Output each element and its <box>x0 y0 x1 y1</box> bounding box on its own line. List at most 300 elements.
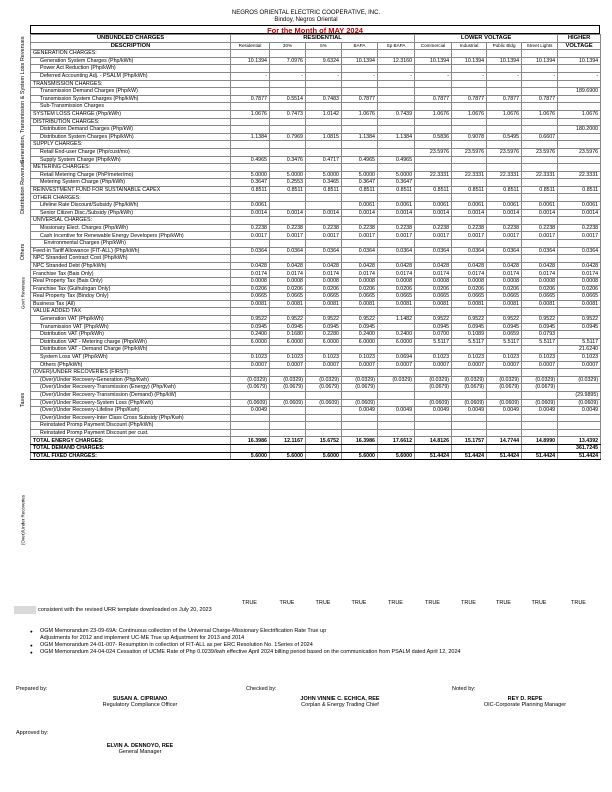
rate-cell <box>452 422 487 430</box>
rate-cell <box>231 422 270 430</box>
rate-cell: 6.0000 <box>270 338 306 346</box>
rate-cell: (0.0609) <box>558 399 601 407</box>
rate-cell <box>378 80 415 88</box>
rate-cell <box>270 240 306 248</box>
true-flag: TRUE <box>242 600 257 606</box>
rate-cell: 0.9522 <box>415 315 452 323</box>
true-flag: TRUE <box>315 600 331 606</box>
rate-cell: 0.0017 <box>522 232 558 240</box>
rate-cell <box>487 255 522 263</box>
rate-cell: 1.0676 <box>522 110 558 118</box>
rate-cell: 0.0007 <box>415 361 452 369</box>
rate-cell: 0.4965 <box>231 156 270 164</box>
rate-cell <box>270 429 306 437</box>
rate-cell: 0.0364 <box>378 247 415 255</box>
rate-cell: 0.2238 <box>342 224 378 232</box>
total-cell: 5.6000 <box>231 452 270 460</box>
rate-cell <box>306 118 342 126</box>
rate-cell: (0.0329) <box>487 376 522 384</box>
total-cell: 14.8990 <box>522 437 558 445</box>
rate-cell <box>452 65 487 73</box>
rate-cell <box>415 103 452 111</box>
rate-cell: 0.0945 <box>487 323 522 331</box>
rate-cell: 0.0364 <box>522 247 558 255</box>
rate-cell <box>378 429 415 437</box>
rate-cell: 0.0049 <box>558 407 601 415</box>
rate-cell <box>558 384 601 392</box>
rate-row <box>31 346 601 354</box>
rate-cell: 0.0014 <box>452 209 487 217</box>
rate-cell: 0.0793 <box>522 331 558 339</box>
lower-voltage-heading: LOWER VOLTAGE <box>415 35 558 43</box>
rate-cell <box>487 88 522 96</box>
rate-row <box>31 429 601 437</box>
rate-cell: 5.0000 <box>342 171 378 179</box>
rate-cell: 0.0049 <box>487 407 522 415</box>
row-description: Deferred Accounting Adj. - PSALM (Php/kWh) <box>31 72 231 80</box>
rate-cell <box>231 308 270 316</box>
rate-cell: 0.9522 <box>231 315 270 323</box>
rate-cell <box>522 80 558 88</box>
rate-cell: 0.2553 <box>270 179 306 187</box>
rate-cell <box>306 429 342 437</box>
rate-cell: 0.0081 <box>231 300 270 308</box>
rate-cell: 0.0206 <box>231 285 270 293</box>
rate-cell <box>415 255 452 263</box>
rate-cell: 0.1023 <box>558 353 601 361</box>
rate-cell: 0.2238 <box>378 224 415 232</box>
rate-cell: 0.0049 <box>415 407 452 415</box>
rate-row <box>31 338 601 346</box>
rate-row <box>31 361 601 369</box>
rate-cell: 0.2238 <box>558 224 601 232</box>
rate-cell <box>342 103 378 111</box>
rate-cell: 22.3331 <box>415 171 452 179</box>
rate-cell <box>378 95 415 103</box>
rate-cell <box>522 391 558 399</box>
row-description: UNIVERSAL CHARGES: <box>31 217 231 225</box>
rate-cell <box>487 179 522 187</box>
row-description: OTHER CHARGES: <box>31 194 231 202</box>
row-description: (Over)/Under Recovery-Transmission (Demand) (Php/kW) <box>31 391 231 399</box>
rate-row <box>31 217 601 225</box>
rate-row <box>31 88 601 96</box>
rate-cell: 0.0017 <box>378 232 415 240</box>
total-label: TOTAL FIXED CHARGES: <box>31 452 231 460</box>
rate-cell: 10.1394 <box>452 57 487 65</box>
rate-cell: 0.0945 <box>231 323 270 331</box>
rate-cell: 180.2000 <box>558 126 601 134</box>
rate-cell <box>270 80 306 88</box>
rate-cell: 0.0049 <box>231 407 270 415</box>
rate-cell <box>558 240 601 248</box>
rate-cell <box>558 194 601 202</box>
noted-by-label: Noted by: <box>452 686 476 692</box>
subhead-sp-bapa: Sp BAPA <box>378 42 415 50</box>
rate-cell <box>558 164 601 172</box>
note-item: ● OGM Memorandum 24-01-007- Resumption in collection of FIT-ALL as per ERC Resolution No. 1Series of 2024 <box>30 642 590 649</box>
rate-cell <box>231 126 270 134</box>
rate-cell <box>487 126 522 134</box>
rate-cell <box>415 369 452 377</box>
rate-cell <box>231 346 270 354</box>
rate-cell: 0.0206 <box>342 285 378 293</box>
rate-cell <box>342 126 378 134</box>
rate-cell: - <box>270 72 306 80</box>
rate-cell: 0.2238 <box>452 224 487 232</box>
rate-row <box>31 179 601 187</box>
rate-cell: 5.5117 <box>415 338 452 346</box>
rate-cell <box>415 240 452 248</box>
note-item: ● OGM Memorandum 23-09-69A: Continuous collection of the Universal Charge-Missionary Electrification Rate True up <box>30 628 590 635</box>
rate-cell <box>522 240 558 248</box>
side-label-others: Others <box>20 243 26 261</box>
rate-cell <box>452 126 487 134</box>
rate-cell <box>415 118 452 126</box>
rate-cell: 0.0061 <box>558 202 601 210</box>
rates-table <box>30 34 601 460</box>
noted-name: REY D. REPE <box>507 696 543 702</box>
rate-row <box>31 141 601 149</box>
rate-row <box>31 422 601 430</box>
true-flag: TRUE <box>351 600 367 606</box>
subhead-street-lights: Street Lights <box>522 42 558 50</box>
checked-name: JOHN VINNIE C. ECHICA, REE <box>300 696 380 702</box>
total-cell: 51.4424 <box>487 452 522 460</box>
rate-cell: 23.5976 <box>522 148 558 156</box>
rate-row <box>31 407 601 415</box>
rate-cell: 0.4965 <box>342 156 378 164</box>
rate-cell <box>452 391 487 399</box>
rate-cell: 0.0665 <box>452 293 487 301</box>
checked-title: Corplan & Energy Trading Chief <box>301 702 379 708</box>
rate-row <box>31 65 601 73</box>
rate-row <box>31 240 601 248</box>
rate-cell: 21.6240 <box>558 346 601 354</box>
rate-row <box>31 353 601 361</box>
rate-cell <box>231 50 270 58</box>
rate-cell: 0.7969 <box>270 133 306 141</box>
rate-cell <box>306 148 342 156</box>
rate-cell <box>452 118 487 126</box>
residential-heading: RESIDENTIAL <box>231 35 415 43</box>
rate-cell <box>306 65 342 73</box>
rate-row <box>31 323 601 331</box>
rate-cell <box>487 429 522 437</box>
rate-row <box>31 315 601 323</box>
rate-cell <box>415 156 452 164</box>
rate-cell: 0.8511 <box>270 186 306 194</box>
rate-cell: (0.0329) <box>522 376 558 384</box>
rate-cell: (0.0679) <box>452 384 487 392</box>
rate-cell: 0.0659 <box>487 331 522 339</box>
rate-cell <box>306 217 342 225</box>
rate-cell: 0.9522 <box>522 315 558 323</box>
rate-cell <box>231 65 270 73</box>
row-description: Senior Citizen Disc./Subsidy (Php/kWh) <box>31 209 231 217</box>
rate-cell: 0.0049 <box>522 407 558 415</box>
rate-cell <box>452 240 487 248</box>
rate-cell: 0.0008 <box>452 278 487 286</box>
rate-cell <box>306 255 342 263</box>
total-cell: 51.4424 <box>452 452 487 460</box>
subhead-public-bldg: Public Bldg <box>487 42 522 50</box>
rate-cell: 0.1023 <box>270 353 306 361</box>
row-description: Cash Incentive for Renewable Energy Developers (Php/kWh) <box>31 232 231 240</box>
approved-by-label: Approved by: <box>16 730 49 736</box>
rate-cell <box>522 414 558 422</box>
noted-signatory <box>450 696 600 708</box>
rate-cell: 1.0815 <box>306 133 342 141</box>
rate-cell: 0.0017 <box>270 232 306 240</box>
rate-cell <box>306 126 342 134</box>
rate-cell <box>487 240 522 248</box>
rate-cell: 1.0676 <box>415 110 452 118</box>
side-label-govt: Gov't Revenues <box>20 277 26 309</box>
rate-cell <box>558 118 601 126</box>
rate-cell <box>342 422 378 430</box>
rate-row <box>31 118 601 126</box>
total-cell: 14.8126 <box>415 437 452 445</box>
row-description: Reinstated Promp Payment Discount (Php/kWh) <box>31 422 231 430</box>
rate-cell: 0.9522 <box>487 315 522 323</box>
rate-row <box>31 285 601 293</box>
rate-cell: (0.0609) <box>306 399 342 407</box>
rate-cell: 0.0017 <box>452 232 487 240</box>
row-description: (OVER)/UNDER RECOVERIES (FIRST): <box>31 369 231 377</box>
rate-cell: 0.0665 <box>342 293 378 301</box>
rate-row <box>31 148 601 156</box>
row-description: Others (Php/kWh) <box>31 361 231 369</box>
unbundled-charges-heading: UNBUNDLED CHARGES <box>31 35 231 43</box>
rate-cell: 0.0174 <box>378 270 415 278</box>
rate-cell <box>342 369 378 377</box>
rate-cell: 0.0428 <box>452 262 487 270</box>
rate-cell <box>270 88 306 96</box>
row-description: Distribution VAT (Php/kWh) <box>31 331 231 339</box>
rate-cell: 0.0007 <box>342 361 378 369</box>
rate-cell <box>306 391 342 399</box>
rate-cell: 10.1394 <box>522 57 558 65</box>
rate-row <box>31 255 601 263</box>
rate-cell: 5.5117 <box>452 338 487 346</box>
total-cell <box>306 445 342 453</box>
rate-cell <box>378 422 415 430</box>
rate-cell <box>452 429 487 437</box>
company-location: Bindoy, Negros Oriental <box>274 17 338 23</box>
rate-cell: 0.0081 <box>452 300 487 308</box>
rate-cell <box>487 65 522 73</box>
rate-cell: 0.1023 <box>452 353 487 361</box>
rate-cell <box>342 164 378 172</box>
rate-cell: 0.0206 <box>306 285 342 293</box>
rate-cell: 0.0017 <box>231 232 270 240</box>
rate-cell <box>558 255 601 263</box>
rate-cell <box>452 103 487 111</box>
rate-cell: 0.9522 <box>452 315 487 323</box>
rate-cell: 0.2238 <box>231 224 270 232</box>
rate-cell <box>522 141 558 149</box>
rate-cell: 22.3331 <box>452 171 487 179</box>
rate-row <box>31 194 601 202</box>
rate-cell <box>342 217 378 225</box>
rate-cell: 0.2400 <box>231 331 270 339</box>
row-description: Lifeline Rate Discount/Subsidy (Php/kWh) <box>31 202 231 210</box>
rate-cell: 0.0061 <box>452 202 487 210</box>
rate-cell: 0.8511 <box>342 186 378 194</box>
rate-cell: 0.3647 <box>378 179 415 187</box>
rate-cell: 0.0364 <box>306 247 342 255</box>
rate-cell <box>378 240 415 248</box>
rate-cell: 0.9522 <box>342 315 378 323</box>
rate-cell <box>342 346 378 354</box>
rate-cell: 10.1394 <box>415 57 452 65</box>
rate-cell: (0.0609) <box>270 399 306 407</box>
rate-cell <box>270 422 306 430</box>
row-description: Franchise Tax (Guihulngan Only) <box>31 285 231 293</box>
rate-cell: 22.3331 <box>558 171 601 179</box>
row-description: Environmental Charges (Php/kWh) <box>31 240 231 248</box>
rate-cell <box>342 194 378 202</box>
rate-cell <box>231 194 270 202</box>
row-description: Retail Metering Charge (PhP/meter/mo) <box>31 171 231 179</box>
description-heading: DESCRIPTION <box>31 42 231 50</box>
subhead-5: 5% <box>306 42 342 50</box>
rate-cell: 0.2238 <box>415 224 452 232</box>
rate-cell: 0.0008 <box>487 278 522 286</box>
rate-cell: 0.0061 <box>487 202 522 210</box>
rate-cell: 0.0174 <box>558 270 601 278</box>
rate-cell: 0.0081 <box>487 300 522 308</box>
rate-cell <box>487 369 522 377</box>
prepared-signatory <box>60 696 220 708</box>
rate-cell: 5.5117 <box>558 338 601 346</box>
rate-cell: 0.0081 <box>342 300 378 308</box>
rate-cell: 0.0014 <box>558 209 601 217</box>
subhead-bapa: BAPA <box>342 42 378 50</box>
rate-cell: (0.0679) <box>231 384 270 392</box>
rate-cell: 0.7877 <box>342 95 378 103</box>
rate-cell <box>378 65 415 73</box>
row-description: Distribution System Charges (Php/kWh) <box>31 133 231 141</box>
rate-cell: 0.0428 <box>558 262 601 270</box>
prepared-name: SUSAN A. CIPRIANO <box>112 696 168 702</box>
rate-cell: 0.0364 <box>487 247 522 255</box>
rate-cell: 0.8511 <box>487 186 522 194</box>
rate-cell: 0.3647 <box>231 179 270 187</box>
rate-cell: 0.0081 <box>270 300 306 308</box>
rate-cell: 0.0206 <box>522 285 558 293</box>
rate-cell <box>522 429 558 437</box>
row-description: GENERATION CHARGES: <box>31 50 231 58</box>
row-description: NPC Stranded Debt (Php/kWh) <box>31 262 231 270</box>
rate-cell: 0.9522 <box>306 315 342 323</box>
row-description: Sub-Transmission Charges <box>31 103 231 111</box>
rate-cell: 0.3476 <box>270 156 306 164</box>
rate-cell <box>452 164 487 172</box>
rate-cell: 0.1023 <box>306 353 342 361</box>
rate-cell: 0.0428 <box>306 262 342 270</box>
rate-cell <box>487 156 522 164</box>
total-cell <box>378 445 415 453</box>
rate-cell: (0.0609) <box>452 399 487 407</box>
rate-cell: 0.5836 <box>415 133 452 141</box>
rate-cell <box>270 65 306 73</box>
rate-cell <box>270 369 306 377</box>
rate-cell <box>342 80 378 88</box>
rate-cell: 0.0945 <box>270 323 306 331</box>
row-description: (Over)/Under Recovery-System Loss (Php/Kwh) <box>31 399 231 407</box>
rate-cell: 0.7483 <box>306 95 342 103</box>
rate-cell <box>270 202 306 210</box>
rate-cell <box>270 414 306 422</box>
side-label-generation: Generation, Transmission & System Loss Revenues <box>20 36 26 164</box>
rate-cell: 0.0364 <box>342 247 378 255</box>
rate-cell: 0.0945 <box>415 323 452 331</box>
rate-cell: 0.0081 <box>306 300 342 308</box>
rate-row <box>31 72 601 80</box>
rate-cell: 0.0174 <box>306 270 342 278</box>
rate-row <box>31 202 601 210</box>
rate-cell: 23.5976 <box>415 148 452 156</box>
rate-cell: 0.0428 <box>522 262 558 270</box>
rate-row <box>31 57 601 65</box>
noted-title: OIC-Corporate Planning Manager <box>483 702 567 708</box>
rate-cell: (0.0329) <box>378 376 415 384</box>
total-cell <box>522 445 558 453</box>
rate-cell <box>415 88 452 96</box>
rate-cell: 0.4965 <box>378 156 415 164</box>
rate-cell <box>378 414 415 422</box>
rate-cell: (0.0679) <box>342 384 378 392</box>
rate-cell <box>342 50 378 58</box>
true-flag: TRUE <box>571 600 586 606</box>
rate-cell <box>231 141 270 149</box>
total-cell <box>452 445 487 453</box>
rate-cell <box>342 255 378 263</box>
rate-cell: 0.0665 <box>231 293 270 301</box>
rate-cell <box>378 346 415 354</box>
rate-cell: 0.0428 <box>415 262 452 270</box>
row-description: REINVESTMENT FUND FOR SUSTAINABLE CAPEX <box>31 186 231 194</box>
rate-cell <box>522 308 558 316</box>
rate-cell <box>522 156 558 164</box>
rate-cell: 0.0364 <box>415 247 452 255</box>
approved-title: General Manager <box>118 749 162 755</box>
rate-cell: 10.1394 <box>342 57 378 65</box>
checked-by-label: Checked by: <box>246 686 277 692</box>
rate-cell: 0.0017 <box>415 232 452 240</box>
month-title: For the Month of MAY 2024 <box>30 25 600 34</box>
rate-cell <box>306 308 342 316</box>
rate-cell <box>522 369 558 377</box>
total-cell <box>487 445 522 453</box>
rate-cell <box>558 50 601 58</box>
total-cell <box>415 445 452 453</box>
rate-cell <box>452 369 487 377</box>
rate-cell: 0.2238 <box>306 224 342 232</box>
rate-cell: 0.0174 <box>231 270 270 278</box>
rate-cell: 10.1394 <box>231 57 270 65</box>
rate-cell: 6.0000 <box>231 338 270 346</box>
rate-cell: 0.0945 <box>306 323 342 331</box>
rate-cell: 1.1384 <box>342 133 378 141</box>
rate-cell: 0.0665 <box>378 293 415 301</box>
row-description: Business Tax (All) <box>31 300 231 308</box>
rate-cell <box>522 118 558 126</box>
higher-voltage-heading: HIGHER <box>558 35 601 43</box>
rate-cell: (0.0329) <box>270 376 306 384</box>
